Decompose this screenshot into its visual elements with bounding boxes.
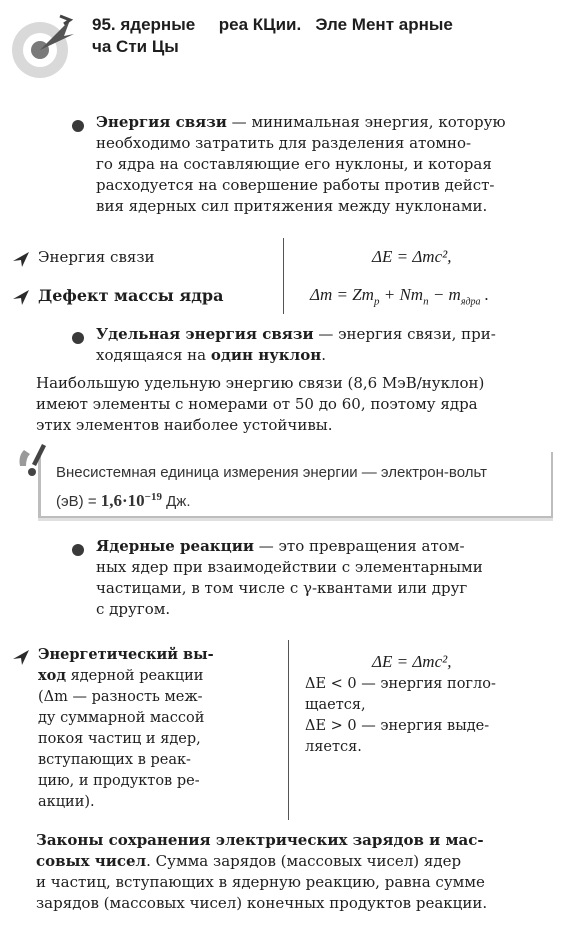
- section-title-line1: ядерные реа КЦии. Эле Мент арные: [120, 15, 453, 34]
- section-title: [92, 14, 453, 58]
- bullet-icon: [72, 332, 84, 344]
- note-text: Внесистемная единица измерения энергии — электрон-вольт $(эВ) = 1,6\cdot 10^{-19}$ Дж.: [56, 464, 487, 510]
- target-emblem-icon: [8, 10, 78, 80]
- binding-energy-term: Энергия связи: [96, 113, 227, 131]
- conservation-laws: Законы сохранения электрических зарядов и мас- совых чисел. Сумма зарядов (массовых чисел) ядер и частиц, вступающих в ядерную реакцию, равна сумме зарядов (массовых чисел) конечных продуктов реакции.: [36, 831, 488, 912]
- specific-energy-definition: Удельная энергия связи — энергия связи, при- ходящаяся на один нуклон.: [96, 325, 496, 364]
- binding-energy-formula: ΔE = Δmc²,: [372, 247, 452, 266]
- binding-energy-definition: Энергия связи — минимальная энергия, которую необходимо затратить для разделения атомно- го ядра на составляющие его нуклоны, и которая расходуется на совершение работы против дейст- вия ядерных сил притяжения между нуклонами.: [96, 113, 506, 215]
- bullet-icon: [72, 544, 84, 556]
- pin-icon: [12, 288, 30, 306]
- yield-divider: [288, 640, 289, 820]
- energy-yield-left: Энергетический вы- ход ядерной реакции (Δm — разность меж- ду суммарной массой покоя частиц и ядер, вступающих в реак- цию, и продуктов ре- акции).: [38, 646, 214, 810]
- table-divider: [283, 238, 284, 314]
- specific-energy-paragraph: Наибольшую удельную энергию связи (8,6 МэВ/нуклон) имеют элементы с номерами от 50 до 60, поэтому ядра этих элементов наиболее устойчивы.: [36, 374, 485, 434]
- pin-icon: [12, 648, 30, 666]
- exclamation-brush-icon: [14, 440, 50, 480]
- mass-defect-formula: $\Delta m = Zm_p + Nm_n - m_{ядра}$ .: [310, 285, 490, 308]
- mass-defect-label: Дефект массы ядра: [38, 286, 224, 305]
- binding-energy-label: Энергия связи: [38, 248, 155, 266]
- bullet-icon: [72, 120, 84, 132]
- section-title-line2: ча Сти Цы: [92, 37, 179, 56]
- reactions-definition: Ядерные реакции — это превращения атом- ных ядер при взаимодействии с элементарными частицами, в том числе с γ-квантами или друг с другом.: [96, 537, 483, 618]
- energy-yield-formula: ΔE = Δmc²,: [372, 652, 452, 671]
- section-number: 95.: [92, 15, 116, 34]
- pin-icon: [12, 250, 30, 268]
- energy-yield-right: ΔE < 0 — энергия погло- щается, ΔE > 0 — энергия выде- ляется.: [305, 676, 496, 755]
